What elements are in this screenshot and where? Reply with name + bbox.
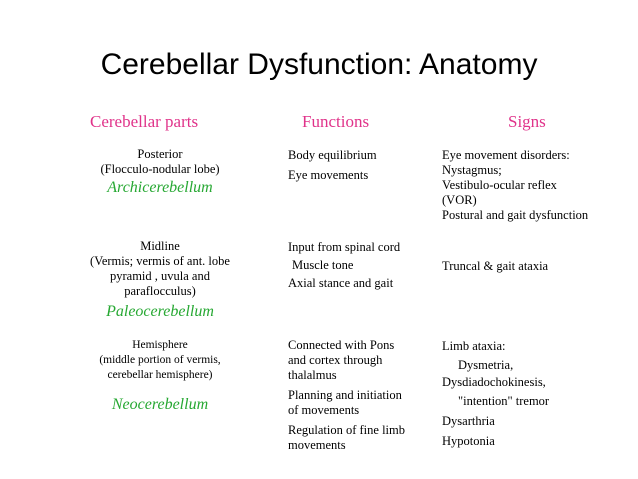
region-name-paleocerebellum: Paleocerebellum [106, 303, 214, 320]
sign-line: Limb ataxia: [442, 339, 506, 353]
part-line: cerebellar hemisphere) [107, 369, 213, 381]
part-line: Hemisphere [132, 339, 188, 351]
row-1-functions [288, 148, 438, 183]
sign-line: (VOR) [442, 193, 477, 207]
row-2-signs [442, 259, 637, 274]
function-line: Body equilibrium [288, 148, 377, 162]
region-name-neocerebellum: Neocerebellum [111, 396, 209, 413]
sign-line: Truncal & gait ataxia [442, 259, 549, 273]
part-line: Midline [140, 239, 180, 253]
row-1-signs [442, 148, 637, 223]
sign-line: Postural and gait dysfunction [442, 208, 589, 222]
function-line: Eye movements [288, 168, 369, 182]
function-line: Connected with Pons [288, 338, 395, 352]
part-line: (Vermis; vermis of ant. lobe [90, 254, 230, 268]
part-line: paraflocculus) [124, 284, 196, 298]
function-line: Muscle tone [292, 258, 354, 272]
header-functions: Functions [302, 112, 370, 131]
sign-line: Dysarthria [442, 414, 495, 428]
row-2-functions [288, 240, 438, 291]
sign-line: Nystagmus; [442, 163, 502, 177]
sign-line: Hypotonia [442, 434, 495, 448]
function-line: movements [288, 438, 346, 452]
function-line: Axial stance and gait [288, 276, 394, 290]
function-line: Regulation of fine limb [288, 423, 405, 437]
header-cerebellar-parts: Cerebellar parts [90, 112, 199, 131]
slide-title: Cerebellar Dysfunction: Anatomy [100, 48, 538, 81]
region-name-archicerebellum: Archicerebellum [107, 179, 213, 196]
function-line: Input from spinal cord [288, 240, 401, 254]
row-3-signs [442, 338, 637, 450]
function-line: Planning and initiation [288, 388, 402, 402]
row-1-part [70, 147, 250, 198]
row-2-part [70, 239, 250, 322]
part-line: Posterior [137, 147, 183, 161]
row-3-part [70, 338, 250, 415]
function-line: of movements [288, 403, 360, 417]
sign-line: "intention" tremor [458, 394, 550, 408]
part-line: (middle portion of vermis, [99, 354, 221, 366]
sign-line: Dysmetria, [458, 358, 514, 372]
function-line: and cortex through [288, 353, 383, 367]
sign-line: Vestibulo-ocular reflex [442, 178, 557, 192]
row-3-functions [288, 338, 438, 453]
header-signs: Signs [508, 112, 546, 131]
part-line: (Flocculo-nodular lobe) [100, 162, 220, 176]
sign-line: Eye movement disorders: [442, 148, 570, 162]
function-line: thalalmus [288, 368, 337, 382]
part-line: pyramid , uvula and [110, 269, 210, 283]
sign-line: Dysdiadochokinesis, [442, 375, 546, 389]
